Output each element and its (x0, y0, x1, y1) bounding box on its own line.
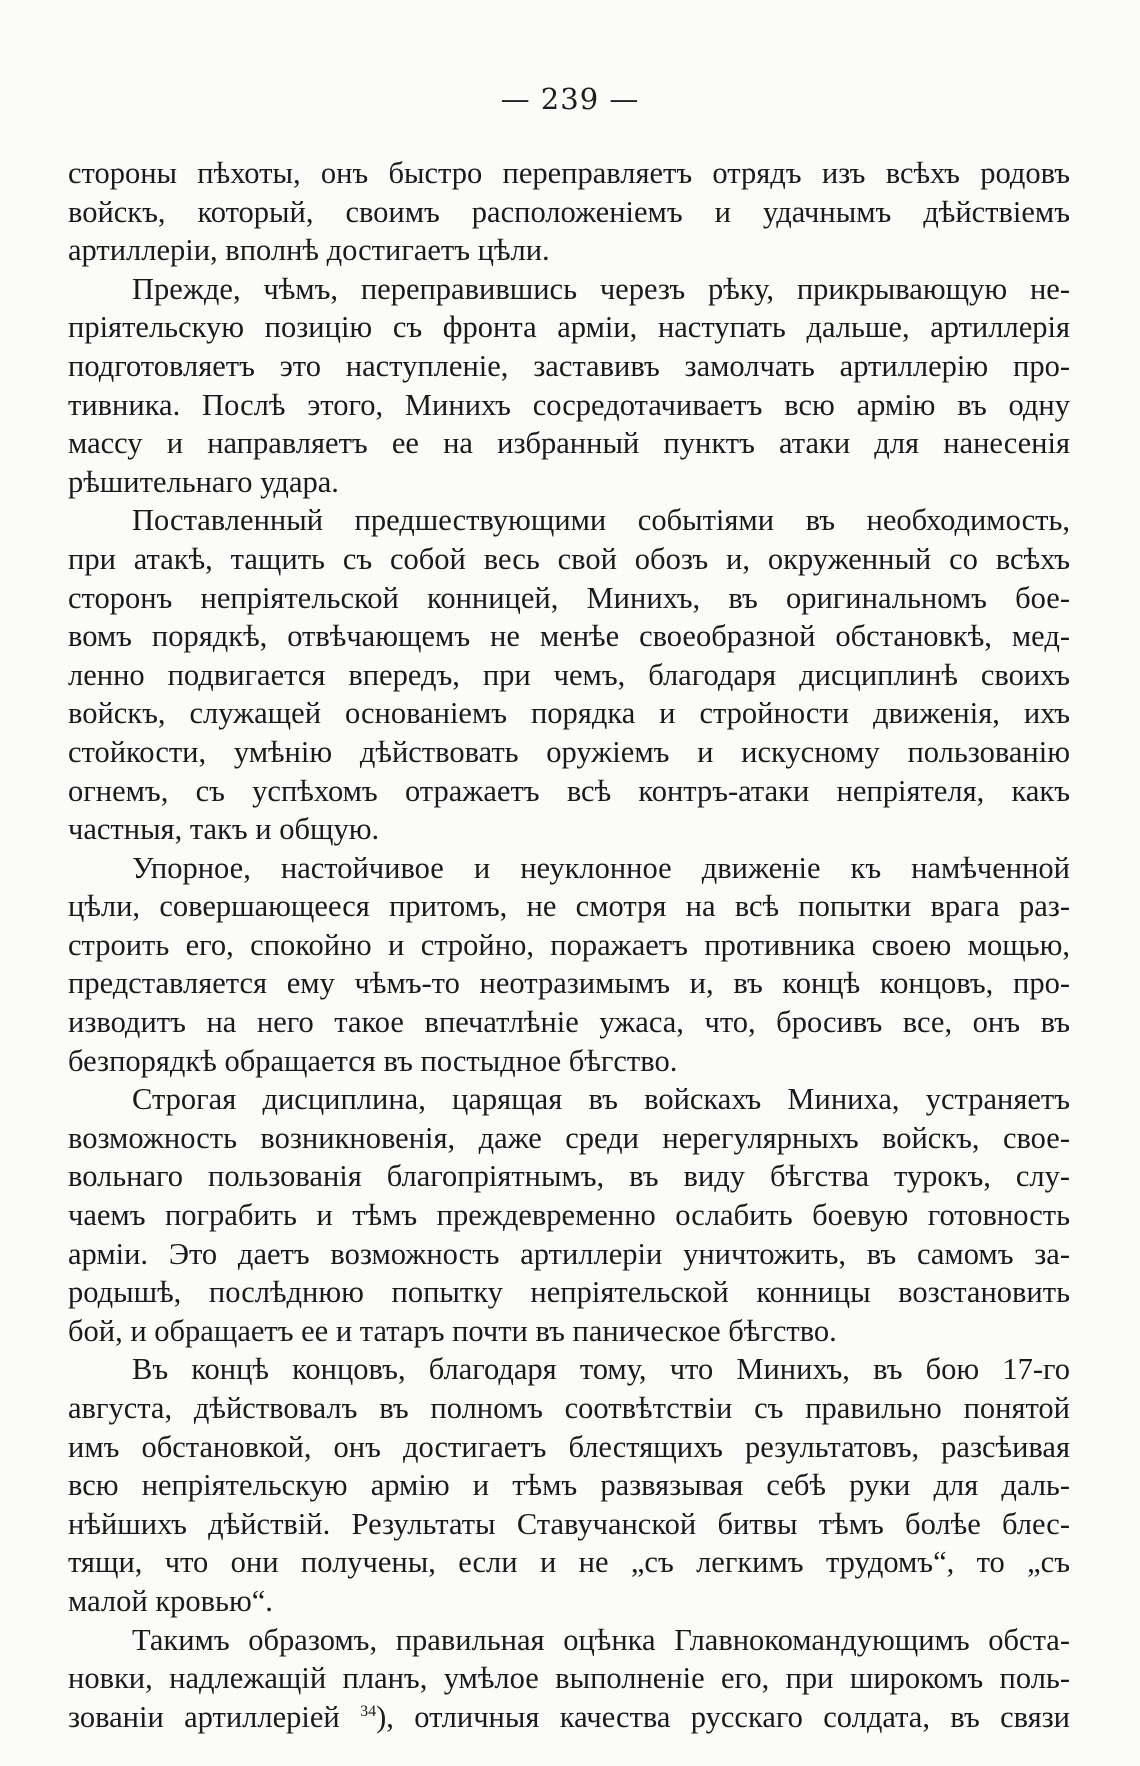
text-line: стойкости, умѣнію дѣйствовать оружіемъ и искусному пользованію (68, 734, 1070, 769)
text-line: Строгая дисциплина, царящая въ войскахъ Миниха, устраняетъ (132, 1082, 1070, 1117)
text-line-with-footnote (68, 1698, 1070, 1737)
text-line: августа, дѣйствовалъ въ полномъ соотвѣтствіи съ правильно понятой (68, 1391, 1070, 1425)
footnote-reference[interactable]: 34 (360, 1702, 377, 1720)
text-line: вомъ порядкѣ, отвѣчающемъ не менѣе своеобразной обстановкѣ, мед- (68, 619, 1070, 654)
text-fragment: зованіи артиллеріей (68, 1699, 340, 1734)
text-line: новки, надлежащій планъ, умѣлое выполненіе его, при широкомъ поль- (68, 1661, 1070, 1696)
text-line: частныя, такъ и общую. (68, 812, 380, 847)
text-line: ленно подвигается впередъ, при чемъ, благодаря дисциплинѣ своихъ (68, 657, 1070, 692)
text-line: тивника. Послѣ этого, Минихъ сосредотачиваетъ всю армію въ одну (68, 387, 1070, 422)
text-line: чаемъ пограбить и тѣмъ преждевременно ослабить боевую готовность (68, 1198, 1070, 1233)
text-line: сторонъ непріятельской конницей, Минихъ, въ оригинальномъ бое- (68, 580, 1070, 615)
text-line: имъ обстановкой, онъ достигаетъ блестящихъ результатовъ, разсѣивая (68, 1429, 1070, 1464)
text-line: Въ концѣ концовъ, благодаря тому, что Минихъ, въ бою 17-го (132, 1352, 1070, 1387)
text-line: родышѣ, послѣднюю попытку непріятельской конницы возстановить (68, 1275, 1070, 1310)
text-line: тящи, что они получены, если и не „съ легкимъ трудомъ“, то „съ (68, 1545, 1070, 1580)
text-line: огнемъ, съ успѣхомъ отражаетъ всѣ контръ-атаки непріятеля, какъ (68, 773, 1070, 808)
text-line: малой кровью“. (68, 1583, 273, 1618)
text-line: войскъ, служащей основаніемъ порядка и стройности движенія, ихъ (68, 696, 1070, 731)
text-line: подготовляетъ это наступленіе, заставивъ замолчать артиллерію про- (68, 348, 1070, 383)
text-line: стороны пѣхоты, онъ быстро переправляетъ отрядъ изъ всѣхъ родовъ (68, 156, 1070, 190)
text-line: Поставленный предшествующими событіями въ необходимость, (132, 503, 1070, 538)
text-line: изводитъ на него такое впечатлѣніе ужаса, что, бросивъ все, онъ въ (68, 1005, 1070, 1040)
text-line: строить его, спокойно и стройно, поражаетъ противника своею мощью, (68, 927, 1070, 962)
text-line: бой, и обращаетъ ее и татаръ почти въ паническое бѣгство. (68, 1313, 837, 1348)
text-line: Такимъ образомъ, правильная оцѣнка Главнокомандующимъ обста- (132, 1622, 1070, 1657)
text-line: всю непріятельскую армію и тѣмъ развязывая себѣ руки для даль- (68, 1468, 1070, 1503)
page-text (68, 154, 1070, 1736)
text-line: пріятельскую позицію съ фронта арміи, наступать дальше, артиллерія (68, 310, 1070, 345)
text-line: рѣшительнаго удара. (68, 464, 339, 499)
text-line: нѣйшихъ дѣйствій. Результаты Ставучанской битвы тѣмъ болѣе блес- (68, 1506, 1070, 1541)
text-line: Упорное, настойчивое и неуклонное движеніе къ намѣченной (132, 850, 1070, 885)
text-line: представляется ему чѣмъ-то неотразимымъ и, въ концѣ концовъ, про- (68, 966, 1070, 1001)
page-number: — 239 — (500, 82, 640, 116)
text-line: арміи. Это даетъ возможность артиллеріи уничтожить, въ самомъ за- (68, 1236, 1070, 1271)
text-line: при атакѣ, тащить съ собой весь свой обозъ и, окруженный со всѣхъ (68, 541, 1070, 576)
text-line: цѣли, совершающееся притомъ, не смотря на всѣ попытки врага раз- (68, 889, 1070, 924)
text-line: войскъ, который, своимъ расположеніемъ и удачнымъ дѣйствіемъ (68, 194, 1070, 229)
text-line: вольнаго пользованія благопріятнымъ, въ виду бѣгства турокъ, слу- (68, 1159, 1070, 1194)
text-line: возможность возникновенія, даже среди нерегулярныхъ войскъ, свое- (68, 1120, 1070, 1155)
text-fragment: ), отличныя качества русскаго солдата, въ связи (376, 1699, 1070, 1734)
text-line: безпорядкѣ обращается въ постыдное бѣгство. (68, 1043, 678, 1078)
text-line: Прежде, чѣмъ, переправившись черезъ рѣку, прикрывающую не- (132, 271, 1070, 306)
text-line: массу и направляетъ ее на избранный пунктъ атаки для нанесенія (68, 426, 1070, 461)
text-line: артиллеріи, вполнѣ достигаетъ цѣли. (68, 233, 550, 268)
